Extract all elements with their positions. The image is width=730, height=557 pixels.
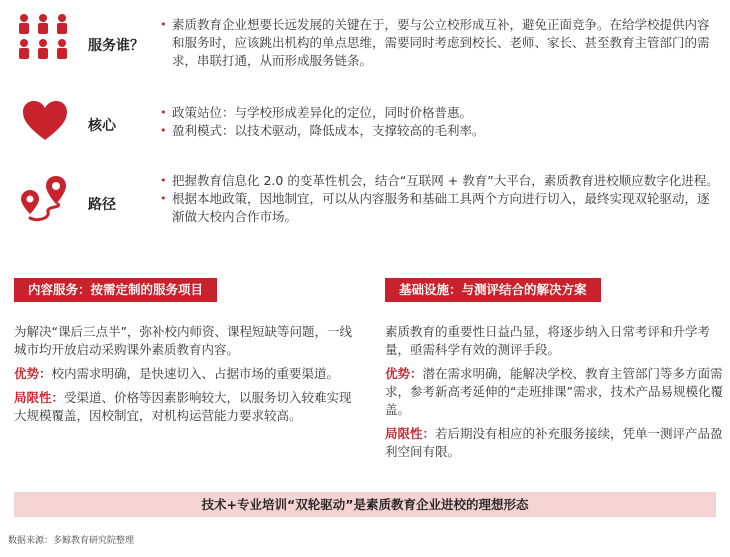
route-pins-icon xyxy=(18,174,72,228)
row-path xyxy=(0,168,730,248)
row-label: 路径 xyxy=(88,197,116,213)
limitation-text: 受渠道、价格等因素影响较大，以服务切入较难实现大规模覆盖，因校制宜，对机构运营能力要求较高。 xyxy=(14,390,352,423)
bullet-item: • 素质教育企业想要长远发展的关键在于，要与公立校形成互补，避免正面竞争。在给学校提供内容和服务时，应该跳出机构的单点思维，需要同时考虑到校长、老师、家长、甚至教育主管部门的需求，串联打通，从而形成服务链条。 xyxy=(160,17,710,68)
limitation-paragraph xyxy=(385,425,730,461)
row-bullets xyxy=(160,16,720,70)
row-core xyxy=(0,98,730,148)
bullet-dot-icon: • xyxy=(160,124,167,137)
advantage-paragraph xyxy=(14,365,359,383)
advantage-text: 校内需求明确，是快速切入、占据市场的重要渠道。 xyxy=(51,366,340,381)
bullet-item: • 盈利模式：以技术驱动，降低成本，支撑较高的毛利率。 xyxy=(160,123,485,138)
content-service-column xyxy=(14,278,359,431)
row-bullets xyxy=(160,172,720,226)
bullet-item: • 把握教育信息化 2.0 的变革性机会，结合“互联网 + 教育”大平台，素质教育进校顺应数字化进程。 xyxy=(160,173,719,188)
row-who-to-serve xyxy=(0,10,730,70)
advantage-label: 优势： xyxy=(385,366,423,381)
bullet-dot-icon: • xyxy=(160,192,167,205)
infrastructure-column xyxy=(385,278,730,467)
column-intro: 为解决“课后三点半”，弥补校内师资、课程短缺等问题，一线城市均开放启动采购课外素质教育内容。 xyxy=(14,324,352,357)
advantage-paragraph xyxy=(385,365,730,419)
source-note: 数据来源：多鲸教育研究院整理 xyxy=(8,536,135,546)
conclusion-banner: 技术+专业培训“双轮驱动”是素质教育企业进校的理想形态 xyxy=(14,492,716,517)
people-group-icon xyxy=(16,12,70,70)
column-intro: 素质教育的重要性日益凸显，将逐步纳入日常考评和升学考量，亟需科学有效的测评手段。 xyxy=(385,324,711,357)
bullet-item: • 根据本地政策，因地制宜，可以从内容服务和基础工具两个方向进行切入，最终实现双轮驱动，逐渐做大校内合作市场。 xyxy=(160,191,710,224)
limitation-text: 若后期没有相应的补充服务接续，凭单一测评产品盈利空间有限。 xyxy=(385,426,723,459)
advantage-text: 潜在需求明确，能解决学校、教育主管部门等多方面需求，参考新高考延伸的“走班排课”需求，技术产品易规模化覆盖。 xyxy=(385,366,723,417)
advantage-label: 优势： xyxy=(14,366,52,381)
row-label: 服务谁？ xyxy=(88,38,144,54)
bullet-item: • 政策站位：与学校形成差异化的定位，同时价格普惠。 xyxy=(160,105,473,120)
column-header: 内容服务：按需定制的服务项目 xyxy=(14,278,217,302)
bullet-dot-icon: • xyxy=(160,18,167,31)
limitation-paragraph xyxy=(14,389,359,425)
row-bullets xyxy=(160,104,720,140)
limitation-label: 局限性： xyxy=(385,426,436,441)
heart-icon xyxy=(22,100,68,146)
column-body xyxy=(385,323,730,461)
column-body xyxy=(14,323,359,425)
limitation-label: 局限性： xyxy=(14,390,65,405)
row-label: 核心 xyxy=(88,118,116,134)
bullet-dot-icon: • xyxy=(160,174,167,187)
bullet-dot-icon: • xyxy=(160,106,167,119)
column-header: 基础设施：与测评结合的解决方案 xyxy=(385,278,601,302)
